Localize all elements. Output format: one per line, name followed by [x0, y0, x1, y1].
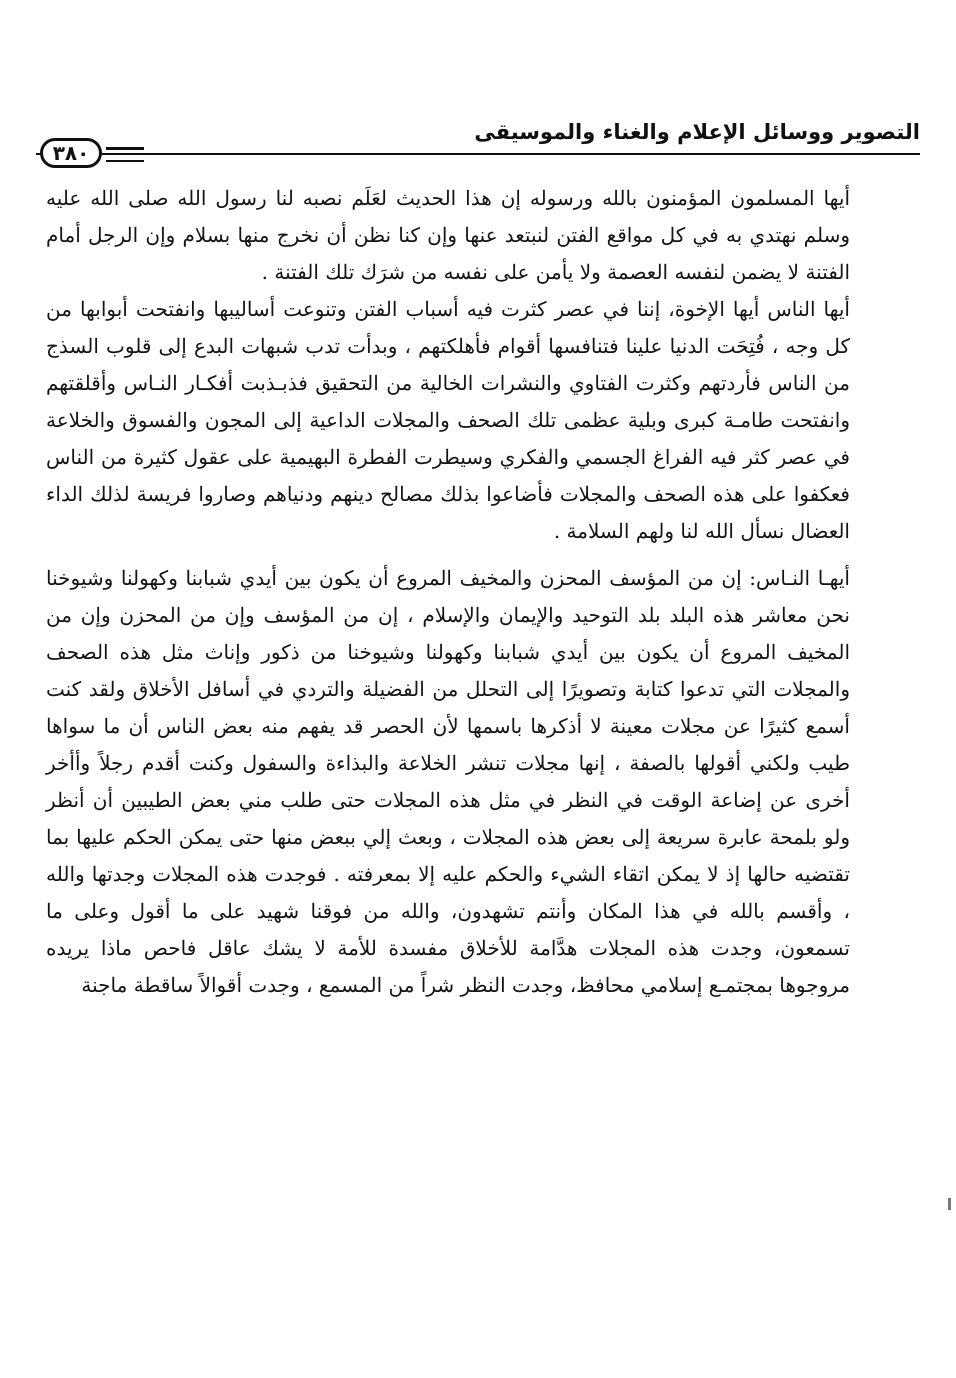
page-number: ٣٨٠: [40, 138, 102, 168]
scan-mark: [948, 1198, 951, 1210]
paragraph-3: أيهـا النـاس: إن من المؤسف المحزن والمخيف المروع أن يكون بين أيدي شبابنا وكهولنا وشيوخنا نحن معاشر هذه البلد بلد التوحيد والإيمان والإسلام ، إن من المؤسف وإن من المحزن وإن من المخيف المروع أن يكون بين أيدي شبابنا وكهولنا وشيوخنا من ذكور وإناث مثل هذه الصحف والمجلات التي تدعوا كتابة وتصويرًا إلى التحلل من الفضيلة والتردي في أسافل الأخلاق ولقد كنت أسمع كثيرًا عن مجلات معينة لا أذكرها باسمها لأن الحصر قد يفهم منه بعض الناس أن ما سواها طيب ولكني أقولها بالصفة ، إنها مجلات تنشر الخلاعة والبذاءة والسفول وكنت أقدم رجلاً وأأخر أخرى عن إضاعة الوقت في النظر في مثل هذه المجلات حتى طلب مني بعض الطيبين أن أنظر ولو بلمحة عابرة سريعة إلى بعض هذه المجلات ، وبعث إلي ببعض منها حتى يمكن الحكم عليها بما تقتضيه حالها إذ لا يمكن اتقاء الشيء والحكم عليه إلا بمعرفته . فوجدت هذه المجلات وجدتها والله ، وأقسم بالله في هذا المكان وأنتم تشهدون، والله من فوقنا شهيد على ما أقول وعلى ما تسمعون، وجدت هذه المجلات هدَّامة للأخلاق مفسدة للأمة لا يشك عاقل فاحص ماذا يريده مروجوها بمجتمـع إسلامي محافظ، وجدت النظر شراً من المسمع ، وجدت أقوالاً ساقطة ماجنة: [46, 566, 850, 997]
page-number-ornament: [40, 136, 150, 172]
paragraph-1: أيها المسلمون المؤمنون بالله ورسوله إن هذا الحديث لعَلَم نصبه لنا رسول الله صلى الله عليه وسلم نهتدي به في كل مواقع الفتن لنبتعد عنها وإن كنا نظن أن نخرج منها بسلام وإن الرجل أمام الفتنة لا يضمن لنفسه العصمة ولا يأمن على نفسه من شرَك تلك الفتنة .: [46, 186, 850, 284]
body-text: [46, 180, 850, 1004]
paragraph-2: أيها الناس أيها الإخوة، إننا في عصر كثرت فيه أسباب الفتن وتنوعت أساليبها وانفتحت أبوابها من كل وجه ، فُتِحَت الدنيا علينا فتنافسها أقوام فأهلكتهم ، وبدأت تدب شبهات البدع إلى قلوب السذج من الناس فأردتهم وكثرت الفتاوي والنشرات الخالية من التحقيق فذبـذبت أفكـار النـاس وأقلقتهم وانفتحت طامـة كبرى وبلية عظمى تلك الصحف والمجلات الداعية إلى المجون والفسوق والخلاعة في عصر كثر فيه الفراغ الجسمي والفكري وسيطرت الفطرة البهيمية على عقول كثيرة من الناس فعكفوا على هذه الصحف والمجلات فأضاعوا بذلك مصالح دينهم ودنياهم وصاروا فريسة لذلك الداء العضال نسأل الله لنا ولهم السلامة .: [46, 297, 850, 543]
ornament-double-bar: [106, 147, 144, 162]
running-title: التصوير ووسائل الإعلام والغناء والموسيقى: [474, 120, 920, 144]
header-rule: [40, 153, 920, 155]
page-header: [40, 112, 920, 182]
